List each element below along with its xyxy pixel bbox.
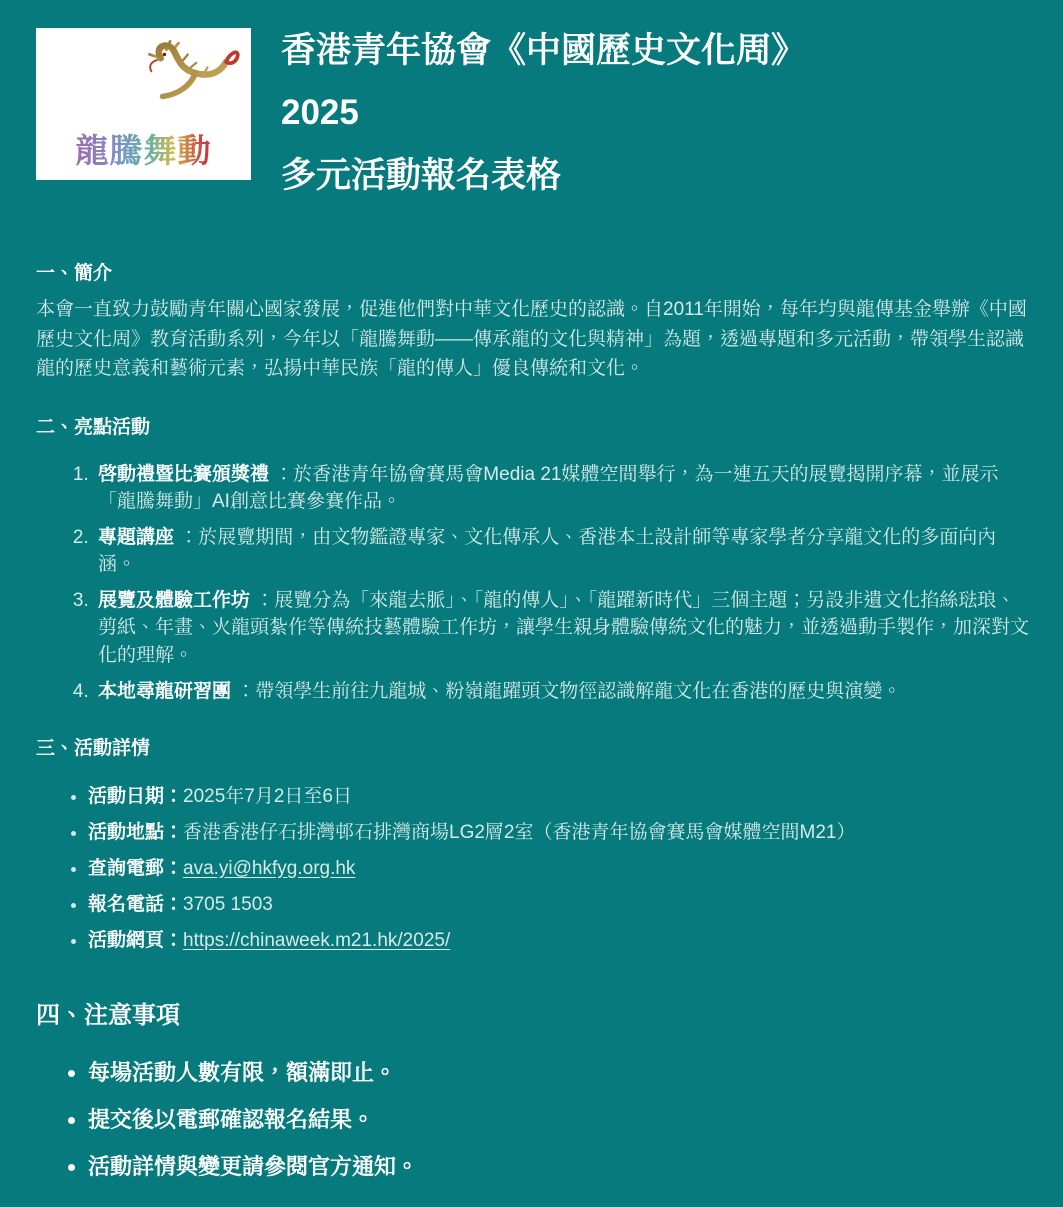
highlight-label: 本地尋龍研習團: [98, 680, 232, 702]
highlights-list: [36, 461, 1033, 705]
details-heading: 三、活動詳情: [36, 737, 151, 759]
highlight-label: 展覽及體驗工作坊: [98, 590, 251, 612]
highlight-item: [94, 678, 1033, 705]
detail-label: 報名電話：: [88, 893, 184, 915]
detail-item-phone: [88, 892, 1033, 919]
highlight-item: [94, 587, 1033, 668]
section-details: [36, 733, 1033, 955]
detail-item-date: [88, 784, 1033, 811]
logo: [36, 28, 251, 180]
title-line-1: 香港青年協會《中國歷史文化周》: [281, 31, 807, 70]
highlight-label: 專題講座: [98, 526, 175, 548]
detail-value: 2025年7月2日至6日: [183, 785, 352, 807]
section-highlights: [36, 412, 1033, 705]
detail-label: 活動網頁：: [88, 929, 184, 951]
note-item: • 提交後以電郵確認報名結果。: [88, 1103, 1033, 1137]
notes-heading: 四、注意事項: [36, 1001, 180, 1029]
page-header: [36, 28, 1033, 230]
highlight-text: ：帶領學生前往九龍城、粉嶺龍躍頭文物徑認識解龍文化在香港的歷史與演變。: [236, 680, 902, 702]
detail-label: 活動地點：: [88, 821, 184, 843]
detail-item-location: [88, 820, 1033, 847]
detail-value: 香港香港仔石排灣邨石排灣商場LG2層2室（香港青年協會賽馬會媒體空間M21）: [183, 821, 856, 843]
note-item: • 活動詳情與變更請參閱官方通知。: [88, 1150, 1033, 1184]
detail-value: 3705 1503: [183, 893, 273, 915]
note-item: • 每場活動人數有限，額滿即止。: [88, 1056, 1033, 1090]
details-list: [36, 784, 1033, 955]
detail-item-email: [88, 856, 1033, 883]
page-title: [281, 20, 806, 207]
intro-body: 本會一直致力鼓勵青年關心國家發展，促進他們對中華文化歷史的認識。自2011年開始，每年均與龍傳基金舉辦《中國歷史文化周》教育活動系列，今年以「龍騰舞動——傳承龍的文化與精神」為題，透過專題和多元活動，帶領學生認識龍的歷史意義和藝術元素，弘揚中華民族「龍的傳人」優良傳統和文化。: [36, 299, 1027, 380]
detail-item-webpage: [88, 928, 1033, 955]
highlight-label: 啓動禮暨比賽頒獎禮: [98, 463, 270, 485]
highlight-text: ：於香港青年協會賽馬會Media 21媒體空間舉行，為一連五天的展覽揭開序幕，並展示「龍騰舞動」AI創意比賽參賽作品。: [98, 463, 999, 512]
highlight-text: ：於展覽期間，由文物鑑證專家、文化傳承人、香港本土設計師等專家學者分享龍文化的多面向內涵。: [98, 526, 997, 576]
highlight-item: [94, 461, 1033, 515]
highlight-item: [94, 524, 1033, 578]
detail-label: 查詢電郵：: [88, 857, 184, 879]
highlights-heading: 二、亮點活動: [36, 416, 151, 438]
title-line-2: 2025: [281, 93, 359, 133]
highlight-text: ：展覽分為「來龍去脈」、「龍的傳人」、「龍躍新時代」三個主題；另設非遺文化掐絲琺琅、剪紙、年畫、火龍頭紮作等傳統技藝體驗工作坊，讓學生親身體驗傳統文化的魅力，並透過動手製作，加深對文化的理解。: [98, 590, 1030, 666]
notes-list: [36, 1056, 1033, 1184]
logo-text: 龍騰舞動: [76, 125, 212, 172]
section-intro: [36, 258, 1033, 383]
dragon-icon: [129, 36, 241, 128]
detail-label: 活動日期：: [88, 785, 184, 807]
website-link[interactable]: https://chinaweek.m21.hk/2025/: [183, 929, 451, 951]
section-notes: [36, 995, 1033, 1184]
email-link[interactable]: ava.yi@hkfyg.org.hk: [183, 857, 356, 879]
intro-heading: 一、簡介: [36, 263, 113, 285]
title-line-3: 多元活動報名表格: [281, 155, 562, 195]
